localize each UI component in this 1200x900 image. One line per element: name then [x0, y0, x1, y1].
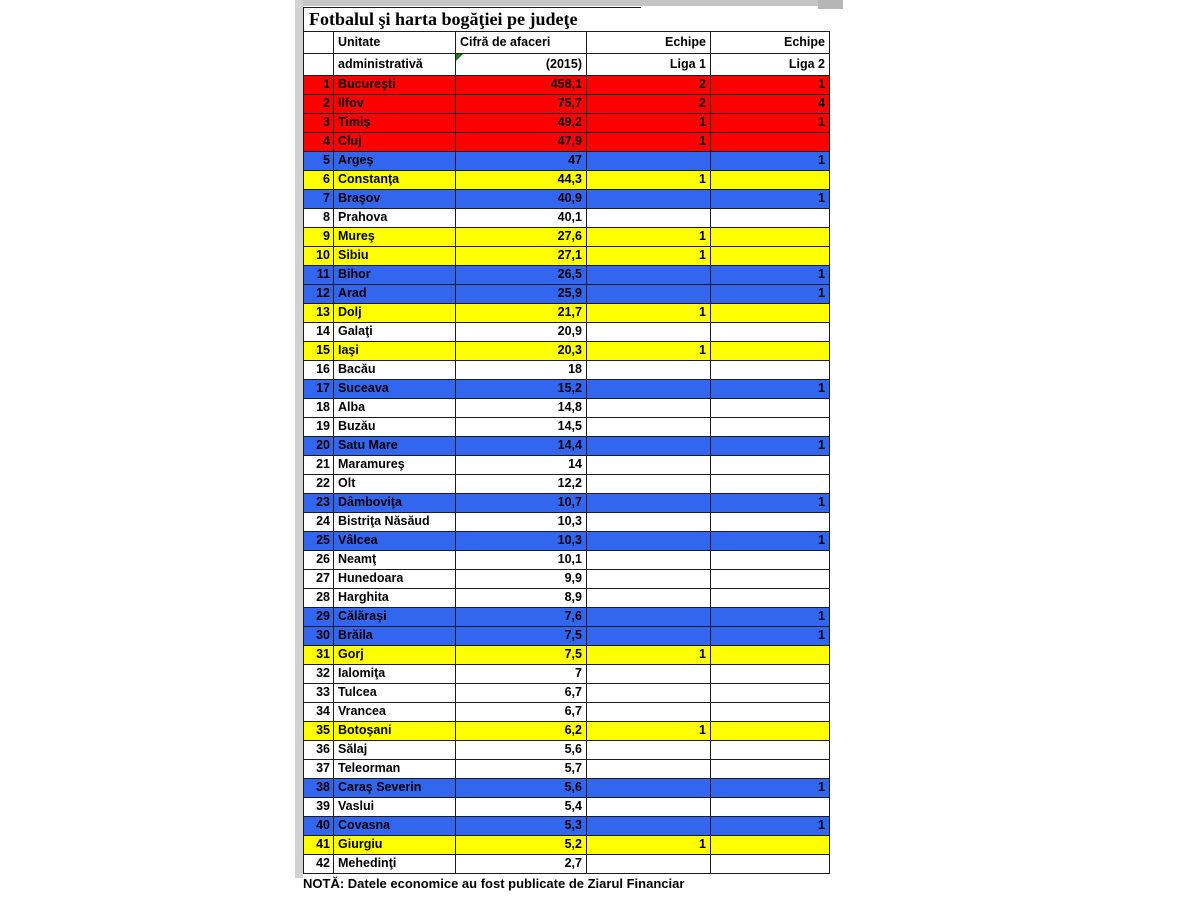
row-number: 40	[304, 817, 334, 835]
liga2-count	[711, 855, 830, 873]
county-name: Sibiu	[334, 247, 456, 265]
liga1-count	[587, 684, 711, 702]
header-turnover-line1: Cifră de afaceri	[456, 32, 587, 53]
liga2-count: 1	[711, 532, 830, 550]
row-number: 9	[304, 228, 334, 246]
county-name: Suceava	[334, 380, 456, 398]
county-name: Cluj	[334, 133, 456, 151]
row-number: 42	[304, 855, 334, 873]
header-liga1-line2: Liga 1	[587, 54, 711, 75]
liga1-count	[587, 855, 711, 873]
liga1-count	[587, 741, 711, 759]
liga2-count: 1	[711, 380, 830, 398]
county-name: Gorj	[334, 646, 456, 664]
turnover-value: 7,6	[456, 608, 587, 626]
row-number: 28	[304, 589, 334, 607]
liga2-count: 1	[711, 114, 830, 132]
row-number: 7	[304, 190, 334, 208]
row-number: 23	[304, 494, 334, 512]
row-number: 8	[304, 209, 334, 227]
row-number: 15	[304, 342, 334, 360]
liga1-count: 1	[587, 646, 711, 664]
turnover-value: 6,7	[456, 684, 587, 702]
liga1-count	[587, 494, 711, 512]
turnover-value: 7,5	[456, 646, 587, 664]
turnover-value: 47	[456, 152, 587, 170]
turnover-value: 10,7	[456, 494, 587, 512]
county-name: Giurgiu	[334, 836, 456, 854]
table-row	[304, 342, 830, 361]
liga2-count	[711, 836, 830, 854]
liga2-count	[711, 399, 830, 417]
county-name: Olt	[334, 475, 456, 493]
header-turnover-line2	[456, 54, 587, 75]
county-name: Bacău	[334, 361, 456, 379]
liga2-count	[711, 703, 830, 721]
header-rownum-blank	[304, 54, 334, 75]
liga1-count	[587, 760, 711, 778]
table-row	[304, 361, 830, 380]
row-number: 11	[304, 266, 334, 284]
row-number: 41	[304, 836, 334, 854]
liga1-count	[587, 266, 711, 284]
table-row	[304, 456, 830, 475]
county-name: Iaşi	[334, 342, 456, 360]
wealth-football-table	[303, 7, 830, 891]
table-row	[304, 798, 830, 817]
table-row	[304, 703, 830, 722]
row-number: 5	[304, 152, 334, 170]
county-name: Mehedinţi	[334, 855, 456, 873]
table-row	[304, 513, 830, 532]
turnover-value: 9,9	[456, 570, 587, 588]
header-rownum-blank	[304, 32, 334, 53]
turnover-value: 47,9	[456, 133, 587, 151]
turnover-value: 40,9	[456, 190, 587, 208]
table-row	[304, 152, 830, 171]
turnover-value: 2,7	[456, 855, 587, 873]
county-name: Caraş Severin	[334, 779, 456, 797]
row-number: 39	[304, 798, 334, 816]
table-row	[304, 551, 830, 570]
liga2-count	[711, 798, 830, 816]
county-name: Prahova	[334, 209, 456, 227]
table-title: Fotbalul şi harta bogăţiei pe judeţe	[303, 7, 641, 31]
row-number: 30	[304, 627, 334, 645]
liga2-count	[711, 513, 830, 531]
county-name: Covasna	[334, 817, 456, 835]
header-row-1	[304, 32, 830, 54]
liga1-count	[587, 209, 711, 227]
row-number: 3	[304, 114, 334, 132]
turnover-value: 12,2	[456, 475, 587, 493]
liga2-count: 1	[711, 817, 830, 835]
footnote: NOTĂ: Datele economice au fost publicate de Ziarul Financiar	[303, 876, 685, 891]
liga2-count	[711, 361, 830, 379]
table-row	[304, 418, 830, 437]
liga1-count: 1	[587, 247, 711, 265]
turnover-value: 6,7	[456, 703, 587, 721]
liga1-count: 2	[587, 76, 711, 94]
table-row	[304, 399, 830, 418]
turnover-value: 10,1	[456, 551, 587, 569]
liga1-count	[587, 380, 711, 398]
county-name: Neamţ	[334, 551, 456, 569]
liga1-count	[587, 513, 711, 531]
liga2-count	[711, 665, 830, 683]
county-name: Arad	[334, 285, 456, 303]
liga2-count: 1	[711, 285, 830, 303]
row-number: 2	[304, 95, 334, 113]
turnover-value: 26,5	[456, 266, 587, 284]
table-row	[304, 646, 830, 665]
turnover-value: 14,8	[456, 399, 587, 417]
table-row	[304, 228, 830, 247]
turnover-value: 21,7	[456, 304, 587, 322]
comment-marker-icon	[456, 54, 463, 61]
table-row	[304, 76, 830, 95]
county-name: Argeş	[334, 152, 456, 170]
liga2-count	[711, 741, 830, 759]
header-liga2-line2: Liga 2	[711, 54, 830, 75]
liga1-count	[587, 703, 711, 721]
table-row	[304, 114, 830, 133]
county-name: Vrancea	[334, 703, 456, 721]
table-row	[304, 95, 830, 114]
row-number: 10	[304, 247, 334, 265]
row-number: 22	[304, 475, 334, 493]
liga2-count	[711, 551, 830, 569]
liga2-count	[711, 209, 830, 227]
row-number: 35	[304, 722, 334, 740]
liga2-count	[711, 760, 830, 778]
row-number: 37	[304, 760, 334, 778]
row-number: 32	[304, 665, 334, 683]
liga2-count	[711, 171, 830, 189]
liga2-count	[711, 228, 830, 246]
row-number: 38	[304, 779, 334, 797]
row-number: 18	[304, 399, 334, 417]
liga2-count: 1	[711, 627, 830, 645]
county-name: Botoşani	[334, 722, 456, 740]
liga1-count: 1	[587, 722, 711, 740]
county-name: Bistriţa Năsăud	[334, 513, 456, 531]
turnover-value: 49,2	[456, 114, 587, 132]
row-number: 21	[304, 456, 334, 474]
table-row	[304, 247, 830, 266]
row-number: 27	[304, 570, 334, 588]
liga1-count	[587, 665, 711, 683]
liga1-count: 1	[587, 228, 711, 246]
turnover-value: 27,1	[456, 247, 587, 265]
header-turnover-year: (2015)	[545, 57, 582, 71]
row-number: 17	[304, 380, 334, 398]
table-row	[304, 304, 830, 323]
row-number: 6	[304, 171, 334, 189]
county-name: Brăila	[334, 627, 456, 645]
turnover-value: 44,3	[456, 171, 587, 189]
liga1-count	[587, 532, 711, 550]
header-liga1-line1: Echipe	[587, 32, 711, 53]
liga1-count	[587, 399, 711, 417]
table-row	[304, 760, 830, 779]
liga2-count	[711, 475, 830, 493]
row-number: 16	[304, 361, 334, 379]
county-name: Bihor	[334, 266, 456, 284]
liga2-count	[711, 722, 830, 740]
turnover-value: 7	[456, 665, 587, 683]
row-number: 24	[304, 513, 334, 531]
table-row	[304, 190, 830, 209]
turnover-value: 458,1	[456, 76, 587, 94]
liga1-count: 1	[587, 342, 711, 360]
liga1-count	[587, 361, 711, 379]
liga2-count: 1	[711, 494, 830, 512]
turnover-value: 14,4	[456, 437, 587, 455]
liga1-count: 1	[587, 171, 711, 189]
liga2-count: 1	[711, 190, 830, 208]
table-row	[304, 741, 830, 760]
county-name: Tulcea	[334, 684, 456, 702]
county-name: Ilfov	[334, 95, 456, 113]
table-row	[304, 494, 830, 513]
liga2-count	[711, 570, 830, 588]
county-name: Mureş	[334, 228, 456, 246]
table-row	[304, 133, 830, 152]
table-row	[304, 817, 830, 836]
county-name: Vaslui	[334, 798, 456, 816]
liga1-count	[587, 798, 711, 816]
liga1-count: 1	[587, 836, 711, 854]
table-row	[304, 380, 830, 399]
row-number: 33	[304, 684, 334, 702]
row-number: 12	[304, 285, 334, 303]
row-number: 1	[304, 76, 334, 94]
table-row	[304, 285, 830, 304]
screenshot-edge-top	[295, 0, 843, 6]
county-name: Buzău	[334, 418, 456, 436]
turnover-value: 40,1	[456, 209, 587, 227]
county-name: Galaţi	[334, 323, 456, 341]
header-unit-line2: administrativă	[334, 54, 456, 75]
liga1-count	[587, 456, 711, 474]
county-name: Alba	[334, 399, 456, 417]
liga1-count: 2	[587, 95, 711, 113]
liga1-count	[587, 437, 711, 455]
row-number: 13	[304, 304, 334, 322]
table-row	[304, 836, 830, 855]
liga1-count	[587, 418, 711, 436]
row-number: 31	[304, 646, 334, 664]
header-liga2-line1: Echipe	[711, 32, 830, 53]
turnover-value: 20,3	[456, 342, 587, 360]
row-number: 14	[304, 323, 334, 341]
county-name: Braşov	[334, 190, 456, 208]
liga1-count	[587, 570, 711, 588]
liga2-count	[711, 589, 830, 607]
turnover-value: 10,3	[456, 513, 587, 531]
row-number: 25	[304, 532, 334, 550]
turnover-value: 27,6	[456, 228, 587, 246]
county-name: Călăraşi	[334, 608, 456, 626]
liga1-count: 1	[587, 304, 711, 322]
turnover-value: 8,9	[456, 589, 587, 607]
turnover-value: 5,6	[456, 741, 587, 759]
turnover-value: 10,3	[456, 532, 587, 550]
table-row	[304, 665, 830, 684]
table-row	[304, 589, 830, 608]
header-unit-line1: Unitate	[334, 32, 456, 53]
liga2-count	[711, 247, 830, 265]
header-row-2	[304, 54, 830, 76]
turnover-value: 20,9	[456, 323, 587, 341]
liga1-count	[587, 190, 711, 208]
liga2-count: 1	[711, 608, 830, 626]
liga1-count	[587, 779, 711, 797]
turnover-value: 15,2	[456, 380, 587, 398]
turnover-value: 5,4	[456, 798, 587, 816]
table-row	[304, 532, 830, 551]
row-number: 34	[304, 703, 334, 721]
liga1-count	[587, 285, 711, 303]
table-row	[304, 627, 830, 646]
table-row	[304, 209, 830, 228]
turnover-value: 5,7	[456, 760, 587, 778]
liga1-count	[587, 475, 711, 493]
county-name: Dâmboviţa	[334, 494, 456, 512]
table-row	[304, 323, 830, 342]
liga2-count	[711, 684, 830, 702]
table-row	[304, 608, 830, 627]
liga1-count: 1	[587, 133, 711, 151]
liga2-count	[711, 133, 830, 151]
turnover-value: 14,5	[456, 418, 587, 436]
table-row	[304, 266, 830, 285]
row-number: 4	[304, 133, 334, 151]
liga1-count	[587, 152, 711, 170]
liga1-count	[587, 551, 711, 569]
row-number: 20	[304, 437, 334, 455]
turnover-value: 5,3	[456, 817, 587, 835]
table-row	[304, 437, 830, 456]
row-number: 36	[304, 741, 334, 759]
liga2-count: 1	[711, 76, 830, 94]
liga2-count	[711, 323, 830, 341]
row-number: 19	[304, 418, 334, 436]
turnover-value: 6,2	[456, 722, 587, 740]
row-number: 29	[304, 608, 334, 626]
table-row	[304, 722, 830, 741]
data-table	[303, 31, 830, 874]
county-name: Harghita	[334, 589, 456, 607]
liga2-count	[711, 304, 830, 322]
liga1-count	[587, 589, 711, 607]
row-number: 26	[304, 551, 334, 569]
screenshot-edge-left	[295, 0, 303, 878]
liga2-count	[711, 456, 830, 474]
liga2-count: 1	[711, 437, 830, 455]
turnover-value: 5,2	[456, 836, 587, 854]
county-name: Hunedoara	[334, 570, 456, 588]
county-name: Ialomiţa	[334, 665, 456, 683]
liga1-count: 1	[587, 114, 711, 132]
turnover-value: 75,7	[456, 95, 587, 113]
county-name: Vâlcea	[334, 532, 456, 550]
turnover-value: 25,9	[456, 285, 587, 303]
turnover-value: 14	[456, 456, 587, 474]
county-name: Sălaj	[334, 741, 456, 759]
county-name: Dolj	[334, 304, 456, 322]
liga1-count	[587, 817, 711, 835]
turnover-value: 5,6	[456, 779, 587, 797]
liga2-count: 1	[711, 152, 830, 170]
table-row	[304, 570, 830, 589]
turnover-value: 18	[456, 361, 587, 379]
table-row	[304, 779, 830, 798]
county-name: Maramureş	[334, 456, 456, 474]
county-name: Constanţa	[334, 171, 456, 189]
county-name: Timiş	[334, 114, 456, 132]
county-name: Teleorman	[334, 760, 456, 778]
turnover-value: 7,5	[456, 627, 587, 645]
county-name: Bucureşti	[334, 76, 456, 94]
table-row	[304, 684, 830, 703]
liga2-count	[711, 646, 830, 664]
county-name: Satu Mare	[334, 437, 456, 455]
liga1-count	[587, 627, 711, 645]
liga1-count	[587, 323, 711, 341]
liga2-count: 1	[711, 266, 830, 284]
liga2-count	[711, 342, 830, 360]
liga1-count	[587, 608, 711, 626]
liga2-count	[711, 418, 830, 436]
table-row	[304, 475, 830, 494]
table-row	[304, 171, 830, 190]
table-row	[304, 855, 830, 874]
liga2-count: 1	[711, 779, 830, 797]
liga2-count: 4	[711, 95, 830, 113]
